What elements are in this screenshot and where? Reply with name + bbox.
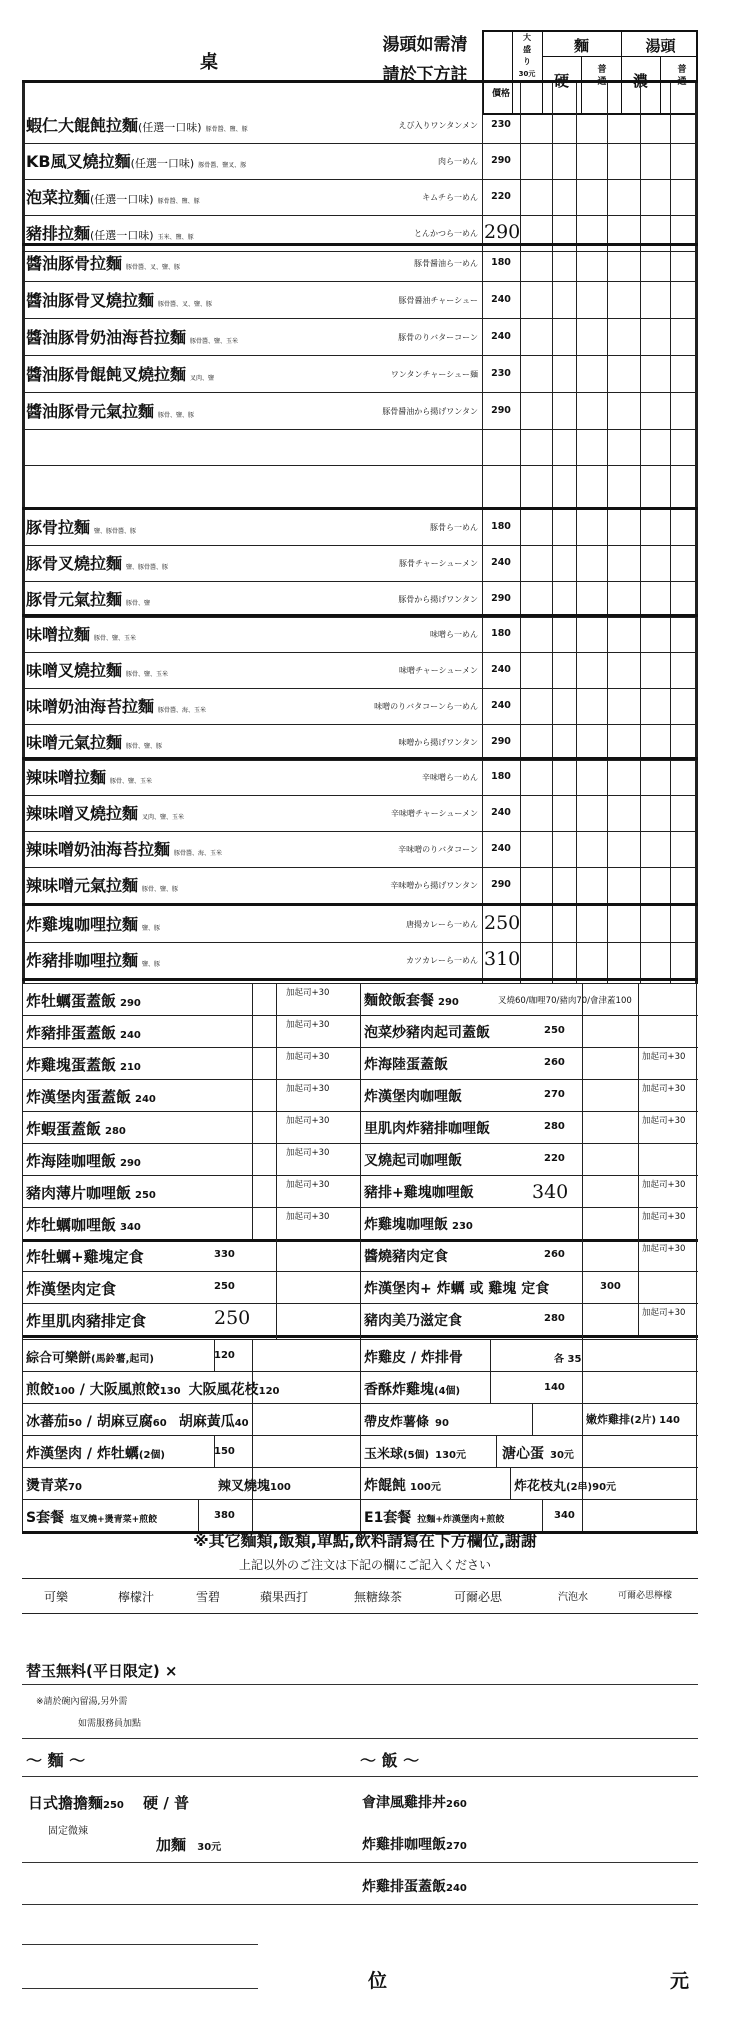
side-column-line xyxy=(696,1339,697,1531)
combo-addon-cheese: 加起司+30 xyxy=(286,1180,330,1190)
ramen-item-ingredients: 玉米、鹽、豚 xyxy=(157,234,194,241)
set-contents: 拉麵+炸漢堡肉+煎餃 xyxy=(417,1515,505,1525)
ramen-item-row[interactable] xyxy=(22,906,698,942)
rice-section-title: ～ 飯 ～ xyxy=(360,1751,420,1770)
combo-item-price: 290 xyxy=(120,998,141,1009)
side-item-price: 140 xyxy=(544,1382,565,1393)
combo-column-line xyxy=(252,983,253,1239)
rich-soup-label: 濃 xyxy=(632,72,648,90)
ramen-item-price: 230 xyxy=(491,368,511,379)
combo-item-price: 330 xyxy=(214,1249,235,1260)
side-column-line xyxy=(360,1339,361,1531)
side-item[interactable]: 辣叉燒塊100 xyxy=(218,1479,291,1494)
ramen-item-name: 豚骨元氣拉麵 豚骨、鹽 xyxy=(26,590,151,609)
ramen-item-japanese: 豚骨のりバターコーン xyxy=(398,333,478,342)
ramen-item-japanese: 辛味噌ら一めん xyxy=(422,773,478,782)
combo-column-line xyxy=(276,983,277,1339)
drink-option[interactable]: 蘋果西打 xyxy=(260,1590,309,1604)
ramen-item-row[interactable] xyxy=(22,545,698,581)
ramen-item-name: 醬油豚骨拉麵 豚骨醬、叉、鹽、豚 xyxy=(26,254,181,273)
table-number-label: 桌 xyxy=(200,52,218,73)
ramen-item-price: 180 xyxy=(491,628,511,639)
ramen-item-row[interactable] xyxy=(22,143,698,179)
ramen-item-japanese: 豚骨醤油チャーシュー xyxy=(398,296,478,305)
ramen-item-ingredients: 豚骨、鹽、玉米 xyxy=(110,778,153,785)
combo-addon-cheese: 加起司+30 xyxy=(642,1052,686,1062)
ramen-item-price: 240 xyxy=(491,807,511,818)
combo-item-price: 240 xyxy=(120,1030,141,1041)
ramen-item-ingredients: 豚骨醬、海、玉米 xyxy=(174,850,223,857)
side-item-price: 90元 xyxy=(592,1482,617,1493)
ramen-item-row[interactable] xyxy=(22,356,698,392)
ramen-item-name: 泡菜拉麵(任選一口味) 豚骨醬、鹽、豚 xyxy=(26,188,200,207)
combo-item-price: 300 xyxy=(600,1281,621,1292)
normal-noodle-label: 普通 xyxy=(597,65,607,87)
total-yuan-label: 元 xyxy=(670,1970,690,1992)
hard-noodle-label: 硬 xyxy=(553,72,569,90)
ramen-item-japanese: えび入りワンタンメン xyxy=(398,121,478,130)
ramen-item-price: 240 xyxy=(491,843,511,854)
rice-item-1-name: 會津風雞排丼 xyxy=(362,1795,446,1811)
combo-left-item[interactable]: 炸牡蠣+雞塊定食 xyxy=(26,1248,144,1266)
combo-addon-cheese: 加起司+30 xyxy=(286,1212,330,1222)
extra-noodle-name: 加麵 xyxy=(156,1836,187,1854)
ramen-item-ingredients: 鹽、豚骨醬、豚 xyxy=(126,564,169,571)
side-cell-divider xyxy=(510,1467,511,1499)
noodle-section-title: ～ 麵 ～ xyxy=(26,1751,86,1770)
ramen-item-ingredients: 豚骨醬、鹽、豚 xyxy=(157,198,200,205)
ramen-item-japanese: 肉ら一めん xyxy=(438,157,478,166)
drink-option[interactable]: 汽泡水 xyxy=(558,1592,588,1603)
ramen-item-japanese: 味噌から揚げワンタン xyxy=(398,738,478,747)
ramen-item-row[interactable] xyxy=(22,688,698,724)
combo-item-price: 280 xyxy=(544,1121,565,1132)
drinks-row xyxy=(22,1578,698,1614)
side-item-note: (2片) xyxy=(630,1415,657,1426)
side-item-price: 120 xyxy=(258,1386,280,1397)
normal-soup-label: 普通 xyxy=(677,65,687,87)
ramen-item-name: 醬油豚骨餛飩叉燒拉麵 叉肉、鹽 xyxy=(26,365,215,384)
combo-right-item[interactable]: 炸海陸蛋蓋飯 xyxy=(364,1057,448,1073)
side-item-note: (2串) xyxy=(566,1482,593,1493)
combo-addon-cheese: 加起司+30 xyxy=(642,1308,686,1318)
ramen-item-name: 味噌元氣拉麵 豚骨、鹽、豚 xyxy=(26,733,163,752)
ramen-item-row[interactable] xyxy=(22,616,698,652)
ramen-item-row[interactable] xyxy=(22,107,698,143)
combo-item-price: 280 xyxy=(105,1126,126,1137)
handwritten-price: 290 xyxy=(484,221,521,243)
handwritten-price: 340 xyxy=(532,1181,569,1203)
ramen-item-name: 蝦仁大餛飩拉麵(任選一口味) 豚骨醬、鹽、豚 xyxy=(26,116,248,135)
combo-left-item[interactable]: 豬肉薄片咖哩飯 250 xyxy=(26,1184,156,1202)
ramen-item-ingredients: 豚骨醬、海、玉米 xyxy=(158,707,207,714)
combo-left-item[interactable]: 炸漢堡肉定食 xyxy=(26,1280,117,1298)
combo-item-price: 250 xyxy=(135,1190,156,1201)
side-item-price: 70 xyxy=(68,1482,82,1493)
combo-item-price: 280 xyxy=(544,1313,565,1324)
side-item[interactable]: 炸花枝丸(2串)90元 xyxy=(514,1479,617,1494)
side-item-note: (4個) xyxy=(434,1386,461,1397)
ramen-item-japanese: 味噌チャーシューメン xyxy=(398,666,478,675)
ramen-item-japanese: 辛味噌のりバタコーン xyxy=(398,845,478,854)
fixed-spicy-label: 固定微辣 xyxy=(48,1826,88,1837)
rice-item-3 xyxy=(362,1876,467,1896)
combo-left-item[interactable]: 炸牡蠣蛋蓋飯 290 xyxy=(26,992,141,1010)
combo-addon-cheese: 加起司+30 xyxy=(286,1084,330,1094)
rice-item-1 xyxy=(362,1792,467,1812)
combo-addon-cheese: 加起司+30 xyxy=(642,1116,686,1126)
ramen-item-price: 240 xyxy=(491,700,511,711)
row-line xyxy=(22,465,698,466)
ramen-item-name: 醬油豚骨奶油海苔拉麵 豚骨醬、鹽、玉米 xyxy=(26,328,239,347)
combo-right-item[interactable]: 麵餃飯套餐 290 xyxy=(364,993,459,1009)
ramen-item-japanese: 唐揚カレーら一めん xyxy=(406,920,478,929)
side-column-line xyxy=(22,1339,23,1531)
combo-right-item[interactable]: 炸雞塊咖哩飯 230 xyxy=(364,1217,473,1233)
drink-option[interactable]: 可爾必思 xyxy=(454,1590,503,1604)
ramen-item-name: 炸豬排咖哩拉麵 鹽、豚 xyxy=(26,951,161,970)
side-item-name: 大阪風花枝 xyxy=(188,1382,259,1398)
ramen-item-price: 180 xyxy=(491,521,511,532)
combo-left-item[interactable]: 炸海陸咖哩飯 290 xyxy=(26,1152,141,1170)
combo-column-line xyxy=(582,983,583,1339)
ramen-item-ingredients: 鹽、豚 xyxy=(142,925,161,932)
combo-right-item[interactable]: 醬燒豬肉定食 xyxy=(364,1249,448,1265)
ramen-item-japanese: ワンタンチャーシュー麺 xyxy=(390,370,478,379)
ramen-item-ingredients: 豚骨醬、叉、鹽、豚 xyxy=(126,264,181,271)
ramen-item-row[interactable] xyxy=(22,942,698,978)
side-item[interactable]: 冰蕃茄50 / 胡麻豆腐60 胡麻黃瓜40 xyxy=(26,1414,249,1430)
ramen-item-price: 290 xyxy=(491,405,511,416)
side-item-price: 60 xyxy=(152,1418,167,1429)
ramen-item-row[interactable] xyxy=(22,179,698,215)
ramen-item-row[interactable] xyxy=(22,652,698,688)
side-item-price: 140 xyxy=(659,1415,680,1426)
drink-option[interactable]: 可爾必思檸檬 xyxy=(618,1591,673,1601)
ramen-item-ingredients: 叉肉、鹽、玉米 xyxy=(142,814,185,821)
side-column-line xyxy=(252,1339,253,1531)
combo-item-price: 220 xyxy=(544,1153,565,1164)
combo-item-price: 240 xyxy=(135,1094,156,1105)
side-item[interactable]: 炸漢堡肉 / 炸牡蠣(2個) xyxy=(26,1446,165,1462)
side-column-line xyxy=(582,1339,583,1531)
noodle-firmness-label: 麵 xyxy=(573,37,589,55)
ramen-item-row[interactable] xyxy=(22,245,698,281)
side-item-price: 130 xyxy=(159,1386,181,1397)
ramen-item-note: (任選一口味) xyxy=(130,157,195,170)
side-item[interactable]: 玉米球(5個) 130元 xyxy=(364,1447,466,1462)
seats-label: 位 xyxy=(368,1970,388,1992)
ramen-item-name: 豚骨叉燒拉麵 鹽、豚骨醬、豚 xyxy=(26,554,169,573)
ramen-item-japanese: 豚骨醤油ら一めん xyxy=(414,259,478,268)
side-item-price: 各 35 xyxy=(554,1354,582,1365)
ramen-item-row[interactable] xyxy=(22,831,698,867)
combo-right-item[interactable]: 里肌肉炸豬排咖哩飯 xyxy=(364,1121,490,1137)
ramen-item-price: 180 xyxy=(491,771,511,782)
ramen-item-ingredients: 豚骨醬、鹽叉、豚 xyxy=(198,162,247,169)
side-item-price: 100元 xyxy=(410,1482,441,1493)
ramen-item-ingredients: 豚骨、鹽 xyxy=(126,600,151,607)
combo-addon-cheese: 加起司+30 xyxy=(286,1148,330,1158)
ramen-item-japanese: カツカレーら一めん xyxy=(406,956,478,965)
ramen-item-ingredients: 豚骨醬、鹽、豚 xyxy=(205,126,248,133)
ramen-item-price: 220 xyxy=(491,191,511,202)
rice-item-3-price: 240 xyxy=(446,1883,467,1894)
combo-left-item[interactable]: 炸里肌肉豬排定食 xyxy=(26,1312,147,1330)
group-divider xyxy=(22,80,698,83)
refill-note-1: ※請於碗內留湯,另外需 xyxy=(36,1697,128,1707)
ramen-item-name: KB風叉燒拉麵(任選一口味) 豚骨醬、鹽叉、豚 xyxy=(26,152,247,171)
ramen-table xyxy=(22,80,698,983)
ramen-item-price: 240 xyxy=(491,294,511,305)
ramen-item-price: 240 xyxy=(491,557,511,568)
ramen-item-name: 味噌奶油海苔拉麵 豚骨醬、海、玉米 xyxy=(26,697,207,716)
ramen-item-name: 辣味噌元氣拉麵 豚骨、鹽、豚 xyxy=(26,876,179,895)
ramen-item-row[interactable] xyxy=(22,282,698,318)
combo-column-line xyxy=(22,983,23,1339)
rice-item-2 xyxy=(362,1834,467,1854)
ramen-item-price: 230 xyxy=(491,119,511,130)
refill-note-2: 如需服務員加點 xyxy=(78,1719,142,1729)
handwritten-price: 310 xyxy=(484,948,521,970)
side-cell-divider xyxy=(490,1339,491,1403)
combo-item-price: 290 xyxy=(438,997,459,1008)
side-item-price: 130元 xyxy=(435,1450,466,1461)
combo-right-item[interactable]: 叉燒起司咖哩飯 xyxy=(364,1153,462,1169)
ramen-item-price: 290 xyxy=(491,736,511,747)
combo-set-options: 叉燒60/咖哩70/豬肉70/會津蓋100 xyxy=(498,996,632,1006)
extra-noodle-item xyxy=(156,1834,221,1855)
side-item-price: 100 xyxy=(54,1386,75,1397)
large-size-label: 大 盛 り 30元 xyxy=(518,33,536,78)
ramen-item-row[interactable] xyxy=(22,509,698,545)
ramen-item-price: 290 xyxy=(491,879,511,890)
ramen-item-japanese: キムチら一めん xyxy=(422,193,478,202)
ramen-item-note: (任選一口味) xyxy=(90,229,154,242)
ramen-item-japanese: 豚骨から揚げワンタン xyxy=(398,595,478,604)
tantan-noodle-price: 250 xyxy=(103,1800,124,1811)
combo-item-price: 250 xyxy=(544,1025,565,1036)
side-item-price: 150 xyxy=(214,1446,235,1457)
combo-item-price: 260 xyxy=(544,1249,565,1260)
free-refill-label: 替玉無料(平日限定) × xyxy=(26,1662,178,1680)
side-cell-divider xyxy=(496,1435,497,1467)
combo-addon-cheese: 加起司+30 xyxy=(642,1212,686,1222)
side-item-note: (馬鈴薯,起司) xyxy=(91,1354,154,1365)
handwritten-price: 250 xyxy=(484,912,521,934)
combo-item-price: 340 xyxy=(120,1222,141,1233)
ramen-item-ingredients: 鹽、豚骨醬、豚 xyxy=(94,528,137,535)
ramen-item-japanese: とんかつら一めん xyxy=(414,229,478,238)
drink-option[interactable]: 檸檬汁 xyxy=(118,1590,155,1604)
side-item-price: 30元 xyxy=(550,1450,574,1461)
combo-addon-cheese: 加起司+30 xyxy=(642,1244,686,1254)
side-cell-divider xyxy=(214,1435,215,1467)
ramen-item-price: 290 xyxy=(491,155,511,166)
side-item[interactable]: S套餐 塩叉燒+燙青菜+煎餃 xyxy=(26,1510,158,1526)
side-item[interactable]: 帶皮炸薯條 90 xyxy=(364,1415,449,1430)
ramen-item-japanese: 豚骨チャーシューメン xyxy=(398,559,478,568)
ramen-item-row[interactable] xyxy=(22,319,698,355)
ramen-item-row[interactable] xyxy=(22,581,698,617)
side-item-price: 90 xyxy=(435,1418,449,1429)
side-item-price: 40 xyxy=(234,1418,249,1429)
side-item[interactable]: 溏心蛋 30元 xyxy=(502,1446,574,1462)
combo-column-line xyxy=(638,983,639,1335)
side-item[interactable]: E1套餐 拉麵+炸漢堡肉+煎餃 xyxy=(364,1510,505,1526)
side-item[interactable]: 炸雞皮 / 炸排骨 xyxy=(364,1350,463,1366)
tantan-noodle-options: 硬 / 普 xyxy=(143,1794,190,1812)
ramen-item-name: 辣味噌拉麵 豚骨、鹽、玉米 xyxy=(26,768,153,787)
combo-item-price: 250 xyxy=(214,1281,235,1292)
drink-option[interactable]: 無糖綠茶 xyxy=(354,1590,403,1604)
combo-right-item[interactable]: 炸漢堡肉咖哩飯 xyxy=(364,1089,462,1105)
ramen-item-ingredients: 豚骨、鹽、玉米 xyxy=(126,671,169,678)
ramen-item-ingredients: 豚骨、鹽、豚 xyxy=(158,412,195,419)
side-item-price: 340 xyxy=(554,1510,575,1521)
ramen-item-name: 味噌拉麵 豚骨、鹽、玉米 xyxy=(26,625,137,644)
ramen-item-name: 醬油豚骨叉燒拉麵 豚骨醬、叉、鹽、豚 xyxy=(26,291,213,310)
combo-left-item[interactable]: 炸豬排蛋蓋飯 240 xyxy=(26,1024,141,1042)
side-item[interactable]: 燙青菜70 xyxy=(26,1478,82,1494)
ramen-item-name: 醬油豚骨元氣拉麵 豚骨、鹽、豚 xyxy=(26,402,195,421)
combo-left-item[interactable]: 炸蝦蛋蓋飯 280 xyxy=(26,1120,126,1138)
combo-addon-cheese: 加起司+30 xyxy=(642,1180,686,1190)
price-column-header: 價格 xyxy=(491,89,510,99)
combo-item-price: 260 xyxy=(544,1057,565,1068)
side-item[interactable]: 嫩炸雞排(2片) 140 xyxy=(586,1413,680,1426)
side-item-price: 100 xyxy=(270,1482,291,1493)
rice-item-1-price: 260 xyxy=(446,1799,467,1810)
combo-right-item[interactable]: 豬肉美乃滋定食 xyxy=(364,1313,462,1329)
ramen-item-ingredients: 豚骨、鹽、玉米 xyxy=(94,635,137,642)
combo-addon-cheese: 加起司+30 xyxy=(642,1084,686,1094)
combo-addon-cheese: 加起司+30 xyxy=(286,988,330,998)
soup-note-line1: 湯頭如需清 xyxy=(382,35,468,55)
ramen-item-japanese: 辛味噌から揚げワンタン xyxy=(390,881,478,890)
combo-left-item[interactable]: 炸漢堡肉蛋蓋飯 240 xyxy=(26,1088,156,1106)
side-cell-divider xyxy=(214,1339,215,1371)
side-item[interactable]: 香酥炸雞塊(4個) xyxy=(364,1382,461,1398)
set-contents: 塩叉燒+燙青菜+煎餃 xyxy=(70,1515,158,1525)
soup-strength-label: 湯頭 xyxy=(645,37,676,55)
ramen-item-ingredients: 豚骨、鹽、豚 xyxy=(142,886,179,893)
ramen-item-note: (任選一口味) xyxy=(90,193,154,206)
drink-option[interactable]: 雪碧 xyxy=(196,1590,221,1604)
group-divider xyxy=(22,978,698,981)
ramen-item-ingredients: 鹽、豚 xyxy=(142,961,161,968)
tantan-noodle-name: 日式擔擔麵 xyxy=(28,1794,104,1812)
combo-right-item[interactable]: 豬排+雞塊咖哩飯 xyxy=(364,1185,474,1201)
ramen-item-name: 炸雞塊咖哩拉麵 鹽、豚 xyxy=(26,915,161,934)
rice-item-3-name: 炸雞排蛋蓋飯 xyxy=(362,1879,446,1895)
combo-addon-cheese: 加起司+30 xyxy=(286,1116,330,1126)
side-cell-divider xyxy=(542,1499,543,1531)
combo-left-item[interactable]: 炸牡蠣咖哩飯 340 xyxy=(26,1216,141,1234)
handwritten-price: 250 xyxy=(214,1307,251,1329)
combo-column-line xyxy=(696,983,697,1339)
ramen-item-ingredients: 豚骨醬、鹽、玉米 xyxy=(190,338,239,345)
ramen-item-price: 240 xyxy=(491,664,511,675)
ramen-item-ingredients: 豚骨醬、叉、鹽、豚 xyxy=(158,301,213,308)
side-item-price: 380 xyxy=(214,1510,235,1521)
ramen-item-price: 240 xyxy=(491,331,511,342)
ramen-item-name: 辣味噌奶油海苔拉麵 豚骨醬、海、玉米 xyxy=(26,840,223,859)
side-item-note: (5個) xyxy=(403,1450,430,1461)
other-order-notice: ※其它麵類,飯類,單點,飲料請寫在下方欄位,謝謝 xyxy=(193,1531,537,1550)
extra-noodle-price: 30元 xyxy=(197,1842,222,1853)
ramen-item-name: 豬排拉麵(任選一口味) 玉米、鹽、豚 xyxy=(26,224,194,243)
side-item[interactable]: 煎餃100 / 大阪風煎餃130 大阪風花枝120 xyxy=(26,1382,280,1398)
ramen-item-ingredients: 豚骨、鹽、豚 xyxy=(126,743,163,750)
ramen-item-price: 180 xyxy=(491,257,511,268)
side-item-price: 50 xyxy=(68,1418,82,1429)
row-line xyxy=(22,429,698,430)
other-order-notice-jp: 上記以外のご注文は下記の欄にご記入ください xyxy=(238,1558,491,1572)
combo-item-price: 270 xyxy=(544,1089,565,1100)
side-item[interactable]: 綜合可樂餅(馬鈴薯,起司) xyxy=(26,1351,154,1366)
rice-item-2-price: 270 xyxy=(446,1841,467,1852)
ramen-item-row[interactable] xyxy=(22,795,698,831)
side-item-price: 120 xyxy=(214,1350,235,1361)
side-cell-divider xyxy=(198,1499,199,1531)
combo-addon-cheese: 加起司+30 xyxy=(286,1052,330,1062)
soup-note-line2: 請於下方註 xyxy=(382,65,468,85)
side-item[interactable]: 炸餛飩 100元 xyxy=(364,1478,441,1494)
combo-left-item[interactable]: 炸雞塊蛋蓋飯 210 xyxy=(26,1056,141,1074)
ramen-item-name: 味噌叉燒拉麵 豚骨、鹽、玉米 xyxy=(26,661,169,680)
ramen-item-note: (任選一口味) xyxy=(138,121,202,134)
side-cell-divider xyxy=(532,1403,533,1435)
combo-right-item[interactable]: 泡菜炒豬肉起司蓋飯 xyxy=(364,1025,490,1041)
combo-item-price: 230 xyxy=(452,1221,473,1232)
rice-item-2-name: 炸雞排咖哩飯 xyxy=(362,1837,446,1853)
ramen-item-japanese: 豚骨ら一めん xyxy=(430,523,478,532)
combo-right-item[interactable]: 炸漢堡肉+ 炸蠣 或 雞塊 定食 xyxy=(364,1281,550,1297)
side-item-name: 胡麻黃瓜 xyxy=(178,1414,235,1430)
ramen-item-ingredients: 叉肉、鹽 xyxy=(190,375,215,382)
ramen-item-row[interactable] xyxy=(22,759,698,795)
ramen-item-name: 豚骨拉麵 鹽、豚骨醬、豚 xyxy=(26,518,137,537)
ramen-item-row[interactable] xyxy=(22,393,698,429)
combo-column-line xyxy=(360,983,361,1339)
ramen-item-japanese: 味噌ら一めん xyxy=(430,630,478,639)
ramen-item-name: 辣味噌叉燒拉麵 叉肉、鹽、玉米 xyxy=(26,804,185,823)
ramen-item-japanese: 味噌のりバタコーンら一めん xyxy=(374,702,478,711)
combo-addon-cheese: 加起司+30 xyxy=(286,1020,330,1030)
tantan-noodle-item xyxy=(28,1792,189,1813)
ramen-item-japanese: 豚骨醤油から揚げワンタン xyxy=(382,407,478,416)
side-item-note: (2個) xyxy=(138,1450,165,1461)
ramen-item-price: 290 xyxy=(491,593,511,604)
ramen-item-japanese: 辛味噌チャーシューメン xyxy=(390,809,478,818)
ramen-item-row[interactable] xyxy=(22,867,698,903)
combo-item-price: 210 xyxy=(120,1062,141,1073)
ramen-item-row[interactable] xyxy=(22,724,698,760)
combo-item-price: 290 xyxy=(120,1158,141,1169)
drink-option[interactable]: 可樂 xyxy=(44,1590,69,1604)
